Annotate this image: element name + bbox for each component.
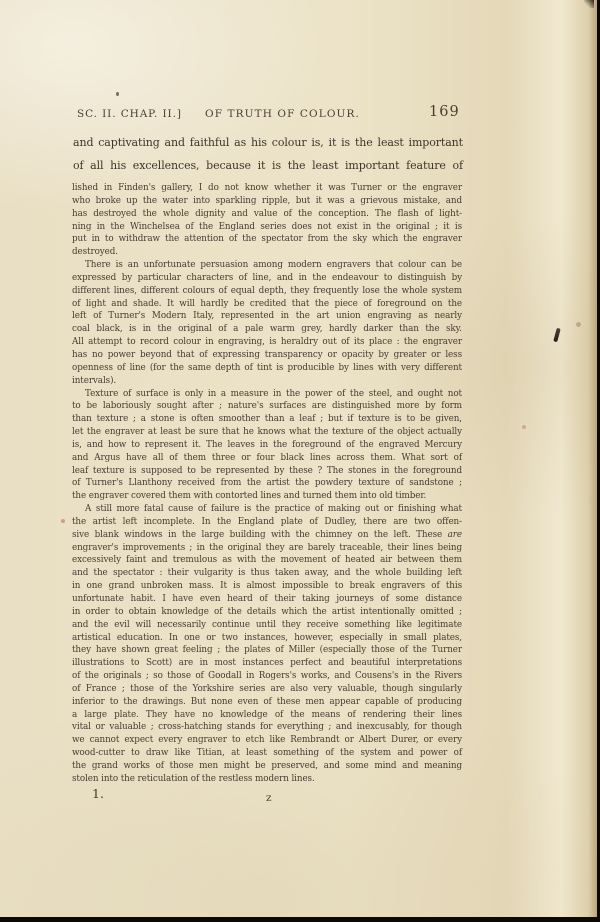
footnote-line: sive blank windows in the large building with the chimney on the left. These are (72, 529, 462, 540)
footnote-line: different lines, different colours of equal depth, they frequently lose the whole system (72, 285, 462, 296)
footnote-line: of Turner's Llanthony received from the artist the powdery texture of sandstone ; (72, 478, 462, 489)
running-header (0, 106, 597, 126)
footnote-line: lished in Finden's gallery, I do not know whether it was Turner or the engraver (72, 183, 462, 193)
footnote-line: the grand works of those men might be preserved, and some mind and meaning (72, 760, 462, 771)
footnote-line: illustrations to Scott) are in most instances perfect and beautiful interpretations (72, 658, 462, 669)
footnote-line: has no power beyond that of expressing transparency or opacity by greater or less (72, 349, 462, 360)
page-title: OF TRUTH OF COLOUR. (205, 108, 360, 120)
footnote-line: Texture of surface is only in a measure in the power of the steel, and ought not (85, 388, 462, 399)
footnote-line: is, and how to represent it. The leaves in the foreground of the engraved Mercury (72, 439, 462, 450)
footnote-line: to be laboriously sought after ; nature's surfaces are distinguished more by form (72, 401, 462, 412)
chapter-label: SC. II. CHAP. II.] (77, 108, 182, 120)
scan-corner-shadow (584, 0, 594, 8)
main-text (73, 132, 463, 177)
footnote-line: stolen into the reticulation of the restless modern lines. (72, 773, 315, 784)
footnote-line: in one grand unbroken mass. It is almost impossible to break engravers of this (72, 581, 462, 592)
signature-number: 1. (92, 786, 104, 801)
footnote-line: A still more fatal cause of failure is the practice of making out or finishing what (85, 504, 462, 515)
footnote-line: All attempt to record colour in engraving, is heraldry out of its place : the engraver (72, 337, 462, 348)
footnote-line: artistical education. In one or two instances, however, especially in small plates, (72, 632, 462, 643)
footnote-line: of light and shade. It will hardly be credited that the piece of foreground on the (72, 298, 462, 309)
ink-speck (576, 322, 581, 327)
footnote-line: destroyed. (72, 247, 118, 258)
footnote-line: excessively faint and tremulous as with the movement of heated air between them (72, 555, 462, 566)
footnote-line: unfortunate habit. I have even heard of their taking journeys of some distance (72, 594, 462, 604)
footnote-line: has destroyed the whole dignity and value of the conception. The flash of light- (72, 208, 462, 219)
signature-mark: z (266, 792, 272, 804)
footnote-line: engraver's improvements ; in the original they are barely traceable, their lines being (72, 542, 462, 553)
footnote-line: who broke up the water into sparkling ripple, but it was a grievous mistake, and (72, 195, 462, 206)
footnote-line: intervals). (72, 375, 117, 386)
footnote-line: they have shown great feeling ; the plates of Miller (especially those of the Turner (72, 645, 462, 656)
footnote-line: we cannot expect every engraver to etch like Rembrandt or Albert Durer, or every (72, 735, 462, 746)
footnote-line: and Argus have all of them three or four black lines across them. What sort of (72, 452, 462, 463)
ink-speck (61, 519, 65, 523)
footnote-line: of the originals ; so those of Goodall in Rogers's works, and Cousens's in the Rivers (72, 671, 462, 682)
footnote-line: in order to obtain knowledge of the details which the artist intentionally omitted ; (72, 606, 462, 617)
footnote-line: of France ; those of the Yorkshire series are also very valuable, though singularly (72, 683, 462, 694)
ink-speck (553, 328, 560, 343)
footnote-line: leaf texture is supposed to be represented by these ? The stones in the foreground (72, 465, 462, 476)
ink-speck (116, 92, 119, 96)
footnote-line: let the engraver at least be sure that he knows what the texture of the object actually (72, 427, 462, 438)
footnote-line: expressed by particular characters of line, and in the endeavour to distinguish by (72, 272, 462, 283)
footnote-line: and the evil will necessarily continue until they receive something like legitimate (72, 619, 462, 630)
footnote-line: left of Turner's Modern Italy, represented in the art union engraving as nearly (72, 311, 462, 322)
footnote-block (72, 182, 462, 786)
footnote-line: put in to withdraw the attention of the spectator from the sky which the engraver (72, 234, 462, 245)
footnote-line: the engraver covered them with contorted lines and turned them into old timber. (72, 491, 427, 502)
footnote-line: a large plate. They have no knowledge of the means of rendering their lines (72, 709, 462, 720)
footnote-line: the artist left incomplete. In the England plate of Dudley, there are two offen- (72, 516, 462, 527)
ink-speck (522, 425, 526, 429)
page-number: 169 (429, 104, 460, 120)
footnote-line: vital or valuable ; cross-hatching stands for everything ; and inexcusably, for though (72, 722, 462, 733)
footnote-line: openness of line (for the same depth of tint is producible by lines with very different (72, 362, 462, 373)
footnote-line: coal black, is in the original of a pale warm grey, hardly darker than the sky. (72, 324, 462, 335)
footnote-line: ning in the Winchelsea of the England series does not exist in the original ; it is (72, 221, 462, 232)
footnote-line: and the spectator : their vulgarity is thus taken away, and the whole building left (72, 568, 462, 579)
main-text-line: and captivating and faithful as his colour is, it is the least important (73, 136, 463, 149)
footnote-line: There is an unfortunate persuasion among modern engravers that colour can be (85, 260, 462, 271)
footnote-line: than texture ; a stone is often smoother than a leaf ; but if texture is to be given, (72, 414, 462, 425)
footnote-line: inferior to the drawings. But none even of these men appear capable of producing (72, 696, 462, 707)
footnote-line: wood-cutter to draw like Titian, at least something of the system and power of (72, 748, 462, 759)
main-text-line: of all his excellences, because it is the least important feature of (73, 158, 463, 172)
